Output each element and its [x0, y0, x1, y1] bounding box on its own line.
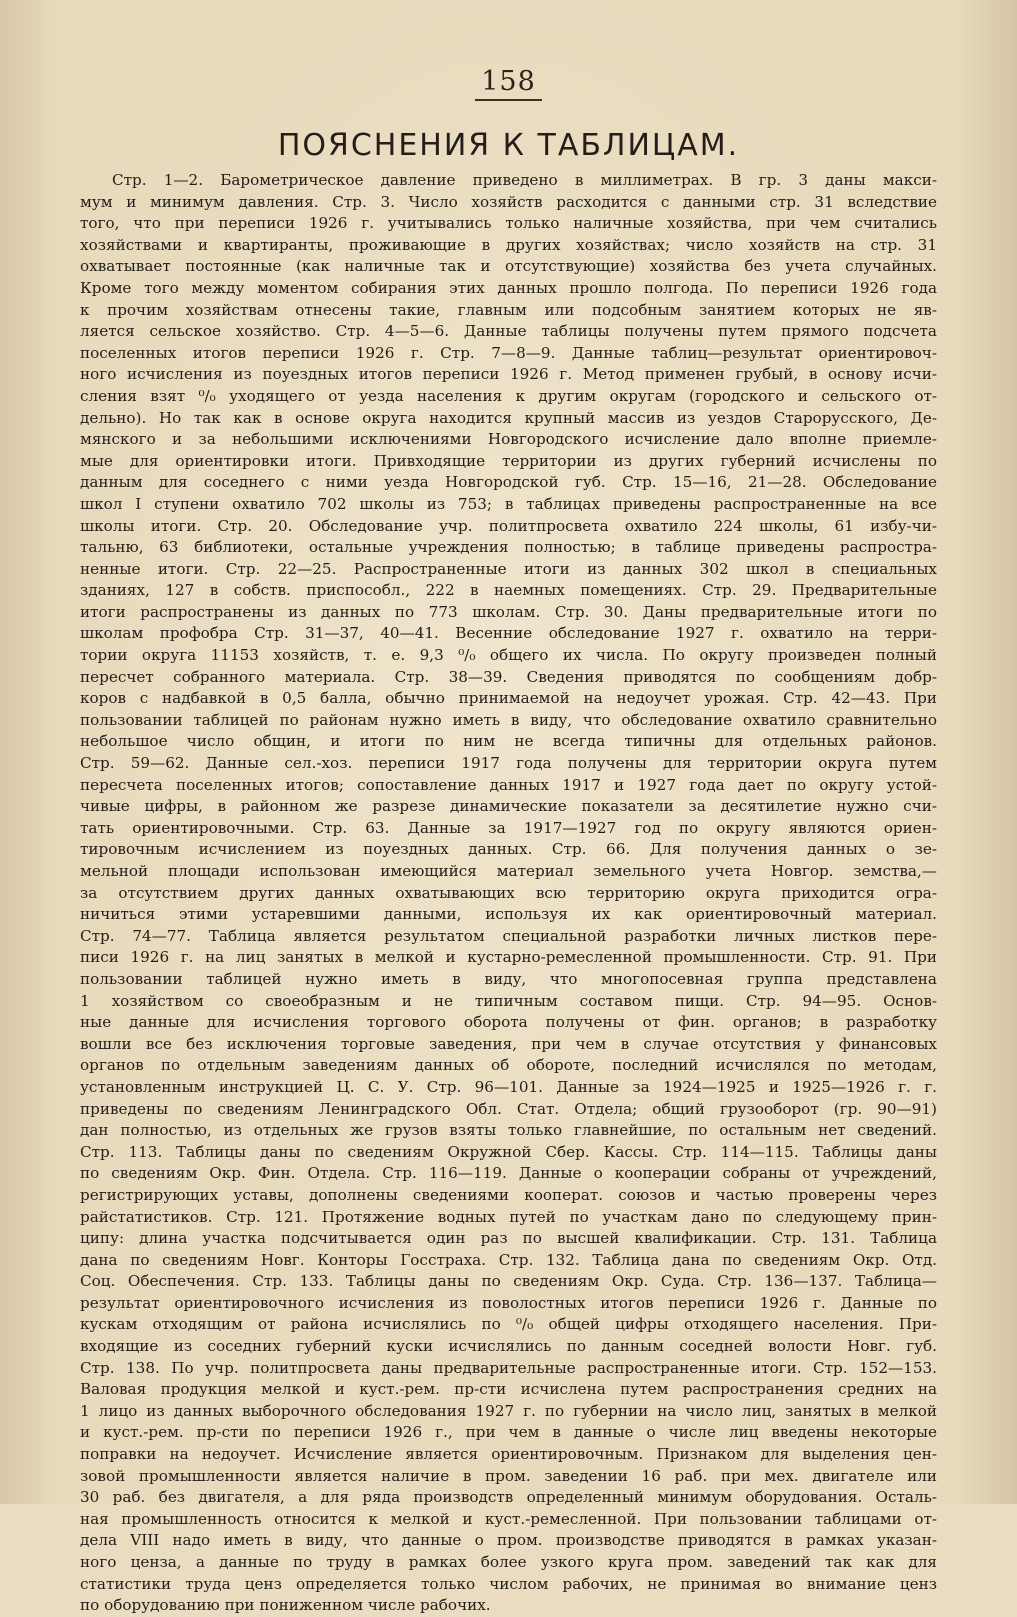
text-line: чивые цифры, в районном же разрезе динамические показатели за десятилетие нужно счи-	[80, 797, 937, 816]
text-line: кускам отходящим от района исчислялись по ⁰/₀ общей цифры отходящего населения. При-	[80, 1315, 937, 1334]
text-line: статистики труда ценз определяется только числом рабочих, не принимая во внимание ценз	[80, 1574, 937, 1593]
text-line: за отсутствием других данных охватывающих всю территорию округа приходится огра-	[80, 883, 937, 902]
text-line: зовой промышленности является наличие в пром. заведении 16 раб. при мех. двигателе или	[80, 1466, 937, 1485]
text-line: данным для соседнего с ними уезда Новгородской губ. Стр. 15—16, 21—28. Обследование	[80, 473, 937, 492]
text-line: поселенных итогов переписи 1926 г. Стр. 7—8—9. Данные таблиц—результат ориентировоч-	[80, 343, 937, 362]
text-line: вошли все без исключения торговые заведения, при чем в случае отсутствия у финансовых	[80, 1034, 937, 1053]
text-line: приведены по сведениям Ленинградского Обл. Стат. Отдела; общий грузооборот (гр. 90—91)	[80, 1099, 937, 1118]
text-line: школы итоги. Стр. 20. Обследование учр. политпросвета охватило 224 школы, 61 избу-чи-	[80, 516, 937, 535]
text-line: результат ориентировочного исчисления из поволостных итогов переписи 1926 г. Данные по	[80, 1293, 937, 1312]
text-line: регистрирующих уставы, дополнены сведениями кооперат. союзов и частью проверены через	[80, 1185, 937, 1204]
text-line: 1 лицо из данных выборочного обследования 1927 г. по губернии на число лиц, занятых в мелкой	[80, 1401, 937, 1420]
text-line: ная промышленность относится к мелкой и куст.-ремесленной. При пользовании таблицами от-	[80, 1509, 937, 1528]
text-line: школ I ступени охватило 702 школы из 753; в таблицах приведены распространенные на все	[80, 494, 937, 513]
text-line: итоги распространены из данных по 773 школам. Стр. 30. Даны предварительные итоги по	[80, 602, 937, 621]
text-line: того, что при переписи 1926 г. учитывались только наличные хозяйства, при чем считались	[80, 214, 937, 233]
text-line: входящие из соседних губерний куски исчислялись по данным соседней волости Новг. губ.	[80, 1337, 937, 1356]
text-line: мум и минимум давления. Стр. 3. Число хозяйств расходится с данными стр. 31 вследствие	[80, 192, 937, 211]
text-line: к прочим хозяйствам отнесены такие, главным или подсобным занятием которых не яв-	[80, 300, 937, 319]
text-line: Соц. Обеспечения. Стр. 133. Таблицы даны по сведениям Окр. Суда. Стр. 136—137. Таблица—	[80, 1272, 937, 1291]
text-line: зданиях, 127 в собств. приспособл., 222 в наемных помещениях. Стр. 29. Предварительные	[80, 581, 937, 600]
text-line: тировочным исчислением из поуездных данных. Стр. 66. Для получения данных о зе-	[80, 840, 937, 859]
text-line: тории округа 11153 хозяйств, т. е. 9,3 ⁰/₀ общего их числа. По округу произведен полный	[80, 646, 937, 665]
text-line: 1 хозяйством со своеобразным и не типичным составом пищи. Стр. 94—95. Основ-	[80, 991, 937, 1010]
text-line: коров с надбавкой в 0,5 балла, обычно принимаемой на недоучет урожая. Стр. 42—43. При	[80, 689, 937, 708]
text-line: мые для ориентировки итоги. Привходящие территории из других губерний исчислены по	[80, 451, 937, 470]
text-line: поправки на недоучет. Исчисление является ориентировочным. Признаком для выделения цен-	[80, 1445, 937, 1464]
text-line: Стр. 74—77. Таблица является результатом специальной разработки личных листков пере-	[80, 926, 937, 945]
text-line: пересчета поселенных итогов; сопоставление данных 1917 и 1927 года дает по округу устой-	[80, 775, 937, 794]
text-line: дельно). Но так как в основе округа находится крупный массив из уездов Старорусского, Де-	[80, 408, 937, 427]
text-line: 30 раб. без двигателя, а для ряда производств определенный минимум оборудования. Осталь-	[80, 1488, 937, 1507]
text-line: пользовании таблицей по районам нужно иметь в виду, что обследование охватило сравнительно	[80, 710, 937, 729]
text-line: ничиться этими устаревшими данными, используя их как ориентировочный материал.	[80, 905, 937, 924]
text-line: охватывает постоянные (как наличные так и отсутствующие) хозяйства без учета случайных.	[80, 257, 937, 276]
text-line: хозяйствами и квартиранты, проживающие в других хозяйствах; число хозяйств на стр. 31	[80, 235, 937, 254]
text-line: ципу: длина участка подсчитывается один раз по высшей квалификации. Стр. 131. Таблица	[80, 1229, 937, 1248]
text-line: тальню, 63 библиотеки, остальные учреждения полностью; в таблице приведены распростра-	[80, 538, 937, 557]
text-line: Стр. 59—62. Данные сел.-хоз. переписи 1917 года получены для территории округа путем	[80, 754, 937, 773]
text-line: и куст.-рем. пр-сти по переписи 1926 г., при чем в данные о числе лиц введены некоторые	[80, 1423, 937, 1442]
text-line: мянского и за небольшими исключениями Новгородского исчисление дало вполне приемле-	[80, 430, 937, 449]
text-line: сления взят ⁰/₀ уходящего от уезда населения к другим округам (городского и сельского от-	[80, 386, 937, 405]
text-line: дела VIII надо иметь в виду, что данные о пром. производстве приводятся в рамках указан-	[80, 1531, 937, 1550]
page-number-text: 158	[475, 66, 542, 101]
text-line: писи 1926 г. на лиц занятых в мелкой и кустарно-ремесленной промышленности. Стр. 91. При	[80, 948, 937, 967]
text-line: по сведениям Окр. Фин. Отдела. Стр. 116—119. Данные о кооперации собраны от учреждений,	[80, 1164, 937, 1183]
text-line: дан полностью, из отдельных же грузов взяты только главнейшие, по остальным нет сведений.	[80, 1121, 937, 1140]
text-line: по оборудованию при пониженном числе рабочих.	[80, 1596, 491, 1615]
page-title: ПОЯСНЕНИЯ К ТАБЛИЦАМ.	[277, 128, 740, 163]
text-line: ненные итоги. Стр. 22—25. Распространенные итоги из данных 302 школ в специальных	[80, 559, 937, 578]
text-line: Стр. 113. Таблицы даны по сведениям Окружной Сбер. Кассы. Стр. 114—115. Таблицы даны	[80, 1142, 937, 1161]
text-line: органов по отдельным заведениям данных об обороте, последний исчислялся по методам,	[80, 1056, 937, 1075]
text-line: Кроме того между моментом собирания этих данных прошло полгода. По переписи 1926 года	[80, 278, 937, 297]
text-line: райстатистиков. Стр. 121. Протяжение водных путей по участкам дано по следующему прин-	[80, 1207, 937, 1226]
text-line: ные данные для исчисления торгового оборота получены от фин. органов; в разработку	[80, 1013, 937, 1032]
body-text	[80, 170, 937, 1617]
text-line: мельной площади использован имеющийся материал земельного учета Новгор. земства,—	[80, 862, 937, 880]
text-line: Стр. 138. По учр. политпросвета даны предварительные распространенные итоги. Стр. 152—153.	[80, 1358, 937, 1377]
text-line: тать ориентировочными. Стр. 63. Данные за 1917—1927 год по округу являются ориен-	[80, 818, 937, 837]
text-line: пересчет собранного материала. Стр. 38—39. Сведения приводятся по сообщениям добр-	[80, 667, 937, 686]
text-line: Валовая продукция мелкой и куст.-рем. пр-сти исчислена путем распространения средних на	[80, 1380, 937, 1399]
text-line: ного исчисления из поуездных итогов переписи 1926 г. Метод применен грубый, в основу исчи-	[80, 365, 937, 384]
text-line: ного ценза, а данные по труду в рамках более узкого круга пром. заведений так как для	[80, 1553, 937, 1571]
text-line: пользовании таблицей нужно иметь в виду, что многопосевная группа представлена	[80, 969, 937, 988]
text-line: ляется сельское хозяйство. Стр. 4—5—6. Данные таблицы получены путем прямого подсчета	[80, 322, 937, 341]
text-line: Стр. 1—2. Барометрическое давление приведено в миллиметрах. В гр. 3 даны макси-	[112, 171, 937, 189]
page-number	[0, 66, 1017, 101]
text-line: небольшое число общин, и итоги по ним не всегда типичны для отдельных районов.	[80, 732, 937, 751]
text-line: дана по сведениям Новг. Конторы Госстраха. Стр. 132. Таблица дана по сведениям Окр. Отд.	[80, 1250, 937, 1269]
text-line: школам профобра Стр. 31—37, 40—41. Весенние обследование 1927 г. охватило на терри-	[80, 624, 937, 643]
text-line: установленным инструкцией Ц. С. У. Стр. 96—101. Данные за 1924—1925 и 1925—1926 г. г.	[80, 1077, 937, 1096]
